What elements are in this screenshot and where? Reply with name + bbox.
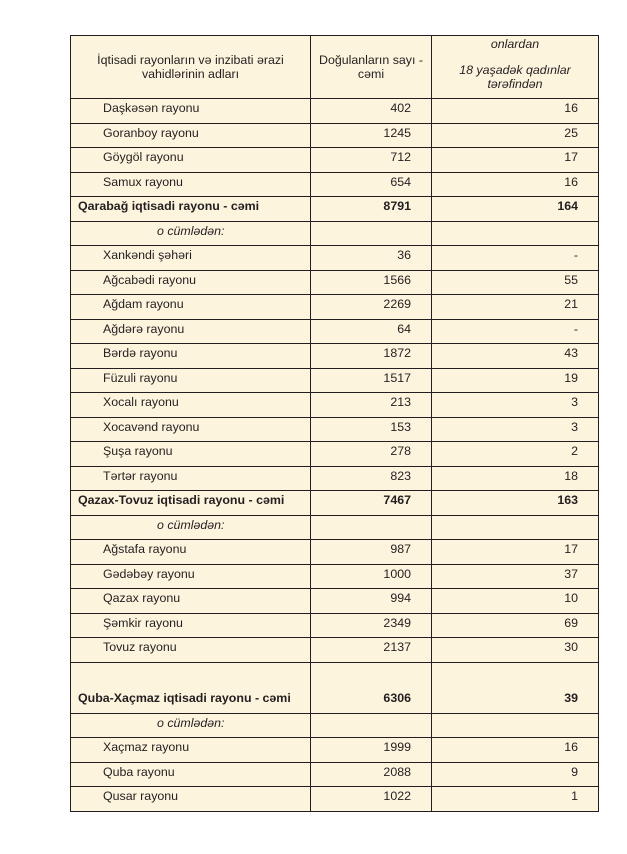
region-total-row	[71, 662, 599, 713]
table-row	[71, 466, 599, 491]
births-total-cell: 7467	[311, 491, 432, 516]
births-total-cell: 6306	[311, 662, 432, 713]
region-name-cell: o cümlədən:	[71, 713, 311, 738]
births-total-cell: 987	[311, 540, 432, 565]
table-row	[71, 417, 599, 442]
region-name-cell: Ağstafa rayonu	[71, 540, 311, 565]
table-row	[71, 613, 599, 638]
region-name-cell: Qusar rayonu	[71, 787, 311, 812]
region-name-cell: o cümlədən:	[71, 515, 311, 540]
subheading-row	[71, 515, 599, 540]
table-header-row	[71, 36, 599, 99]
births-under18-cell: 163	[432, 491, 599, 516]
births-under18-cell: 21	[432, 295, 599, 320]
births-under18-cell: 3	[432, 417, 599, 442]
births-under18-cell: 43	[432, 344, 599, 369]
table-row	[71, 589, 599, 614]
births-under18-cell: 16	[432, 172, 599, 197]
table-row	[71, 738, 599, 763]
region-name-cell: Göygöl rayonu	[71, 148, 311, 173]
births-total-cell	[311, 221, 432, 246]
region-name-cell: Tovuz rayonu	[71, 638, 311, 663]
region-name-cell: Tərtər rayonu	[71, 466, 311, 491]
births-total-cell: 36	[311, 246, 432, 271]
births-under18-cell: 55	[432, 270, 599, 295]
table-row	[71, 787, 599, 812]
births-total-cell: 1245	[311, 123, 432, 148]
region-name-cell: Quba rayonu	[71, 762, 311, 787]
region-name-cell: Xocavənd rayonu	[71, 417, 311, 442]
region-name-cell: Goranboy rayonu	[71, 123, 311, 148]
table-row	[71, 564, 599, 589]
births-total-cell: 2269	[311, 295, 432, 320]
births-under18-cell	[432, 515, 599, 540]
births-under18-cell: 19	[432, 368, 599, 393]
births-total-cell: 213	[311, 393, 432, 418]
births-under18-cell: 37	[432, 564, 599, 589]
table-row	[71, 638, 599, 663]
births-under18-cell	[432, 713, 599, 738]
births-under18-cell	[432, 221, 599, 246]
births-under18-cell: -	[432, 246, 599, 271]
region-name-cell: Şəmkir rayonu	[71, 613, 311, 638]
header-of-which: onlardan	[490, 37, 540, 51]
table-row	[71, 270, 599, 295]
table-row	[71, 344, 599, 369]
births-total-cell	[311, 515, 432, 540]
births-total-cell: 2349	[311, 613, 432, 638]
region-total-row	[71, 491, 599, 516]
table-row	[71, 368, 599, 393]
births-total-cell: 153	[311, 417, 432, 442]
region-name-cell: Şuşa rayonu	[71, 442, 311, 467]
births-under18-cell: 25	[432, 123, 599, 148]
region-name-cell: Ağdam rayonu	[71, 295, 311, 320]
births-under18-cell: 3	[432, 393, 599, 418]
births-total-cell: 2137	[311, 638, 432, 663]
region-name-cell: Qarabağ iqtisadi rayonu - cəmi	[71, 197, 311, 222]
header-births-total: Doğulanların sayı - cəmi	[311, 36, 432, 99]
births-total-cell: 994	[311, 589, 432, 614]
births-total-cell	[311, 713, 432, 738]
region-name-cell: Bərdə rayonu	[71, 344, 311, 369]
region-name-cell: o cümlədən:	[71, 221, 311, 246]
table-row	[71, 393, 599, 418]
region-name-cell: Samux rayonu	[71, 172, 311, 197]
header-region-names: İqtisadi rayonların və inzibati ərazi vahidlərinin adları	[71, 36, 311, 99]
births-total-cell: 278	[311, 442, 432, 467]
region-name-cell: Qazax-Tovuz iqtisadi rayonu - cəmi	[71, 491, 311, 516]
births-under18-cell: 69	[432, 613, 599, 638]
births-total-cell: 1517	[311, 368, 432, 393]
table-row	[71, 148, 599, 173]
births-total-cell: 1000	[311, 564, 432, 589]
births-total-cell: 1872	[311, 344, 432, 369]
table-row	[71, 123, 599, 148]
subheading-row	[71, 221, 599, 246]
births-total-cell: 64	[311, 319, 432, 344]
region-name-cell: Ağdərə rayonu	[71, 319, 311, 344]
header-under18-mothers: 18 yaşadək qadınlar tərəfindən	[459, 63, 571, 91]
births-statistics-table	[70, 35, 599, 812]
births-total-cell: 654	[311, 172, 432, 197]
births-under18-cell: 1	[432, 787, 599, 812]
table-row	[71, 442, 599, 467]
subheading-row	[71, 713, 599, 738]
region-name-cell: Gədəbəy rayonu	[71, 564, 311, 589]
births-under18-cell: 30	[432, 638, 599, 663]
births-under18-cell: -	[432, 319, 599, 344]
table-body	[71, 99, 599, 812]
region-name-cell: Xankəndi şəhəri	[71, 246, 311, 271]
region-name-cell: Füzuli rayonu	[71, 368, 311, 393]
region-name-cell: Xaçmaz rayonu	[71, 738, 311, 763]
births-under18-cell: 39	[432, 662, 599, 713]
header-births-under18	[432, 36, 599, 99]
births-under18-cell: 16	[432, 738, 599, 763]
table-row	[71, 295, 599, 320]
births-under18-cell: 9	[432, 762, 599, 787]
region-name-cell: Quba-Xaçmaz iqtisadi rayonu - cəmi	[71, 662, 311, 713]
births-under18-cell: 10	[432, 589, 599, 614]
births-under18-cell: 2	[432, 442, 599, 467]
births-under18-cell: 17	[432, 148, 599, 173]
table-row	[71, 246, 599, 271]
births-under18-cell: 18	[432, 466, 599, 491]
region-name-cell: Qazax rayonu	[71, 589, 311, 614]
births-under18-cell: 164	[432, 197, 599, 222]
region-total-row	[71, 197, 599, 222]
births-under18-cell: 17	[432, 540, 599, 565]
births-total-cell: 823	[311, 466, 432, 491]
births-total-cell: 2088	[311, 762, 432, 787]
births-total-cell: 8791	[311, 197, 432, 222]
table-row	[71, 540, 599, 565]
region-name-cell: Ağcabədi rayonu	[71, 270, 311, 295]
births-total-cell: 402	[311, 99, 432, 124]
births-total-cell: 1566	[311, 270, 432, 295]
table-row	[71, 172, 599, 197]
region-name-cell: Xocalı rayonu	[71, 393, 311, 418]
births-total-cell: 712	[311, 148, 432, 173]
table-row	[71, 319, 599, 344]
births-total-cell: 1999	[311, 738, 432, 763]
births-under18-cell: 16	[432, 99, 599, 124]
births-total-cell: 1022	[311, 787, 432, 812]
table-row	[71, 99, 599, 124]
region-name-cell: Daşkəsən rayonu	[71, 99, 311, 124]
table-row	[71, 762, 599, 787]
